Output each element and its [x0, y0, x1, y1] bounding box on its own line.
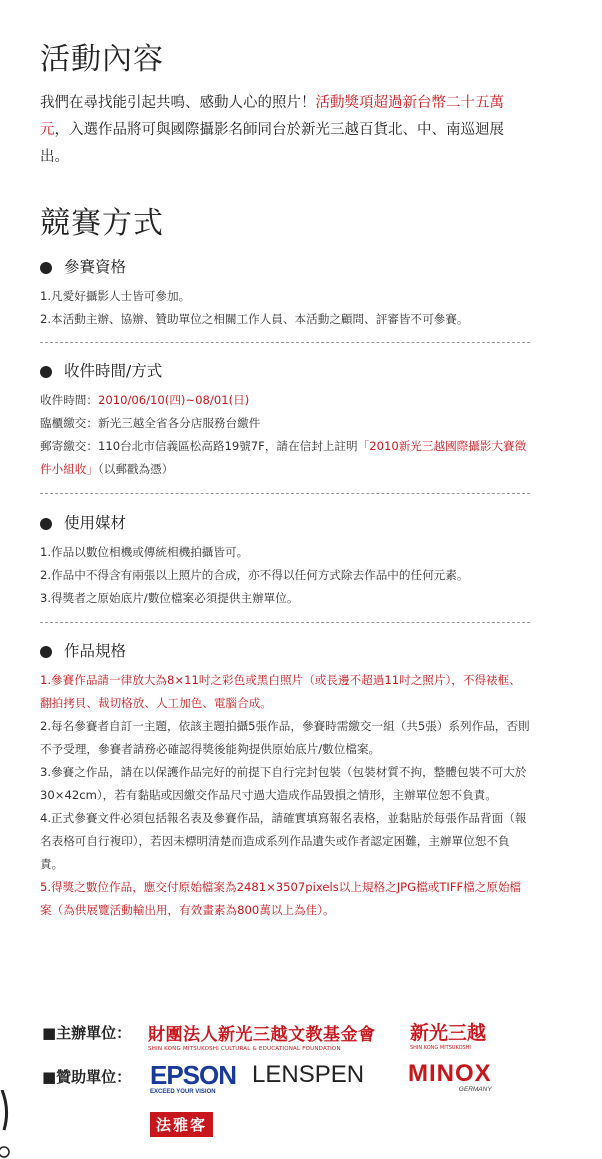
- submission-mail-address: 「2010新光三越國際攝影大賽徵件小組收」: [40, 439, 527, 476]
- bullet-icon: [40, 262, 52, 274]
- activity-heading: 活動內容: [40, 42, 164, 77]
- media-item: 1.作品以數位相機或傳統相機拍攝皆可。: [40, 545, 249, 559]
- media-section: [40, 512, 530, 610]
- bullet-icon: [40, 518, 52, 530]
- activity-intro: [40, 90, 532, 171]
- edge-decoration-icon: [0, 1090, 12, 1159]
- minox-sub: GERMANY: [458, 1086, 492, 1093]
- foundation-logo: [148, 1020, 398, 1052]
- media-item: 3.得獎者之原始底片/數位檔案必須提供主辦單位。: [40, 591, 299, 605]
- spec-item: 4.正式參賽文件必須包括報名表及參賽作品，請確實填寫報名表格，並黏貼於每張作品背面（報名表格可自行複印），若因未標明清楚而造成系列作品遺失或作者認定困難，主辦單位恕不負責。: [40, 811, 527, 871]
- submission-time: [40, 389, 530, 412]
- submission-mail-text: 郵寄繳交：110台北市信義區松高路19號7F，請在信封上註明: [40, 439, 358, 453]
- epson-logo: [150, 1060, 236, 1095]
- compete-heading: 競賽方式: [40, 206, 164, 241]
- minox-logo: [408, 1060, 492, 1093]
- spec-section: [40, 640, 530, 922]
- spec-title-text: 作品規格: [64, 642, 127, 660]
- submission-time-label: 收件時間：: [40, 393, 98, 407]
- eligibility-item: 1.凡愛好攝影人士皆可參加。: [40, 289, 191, 303]
- media-title: [40, 512, 530, 535]
- skm-logo: [410, 1018, 486, 1051]
- divider: [40, 342, 530, 343]
- divider: [40, 493, 530, 494]
- lenspen-logo: LENSPEN: [252, 1061, 365, 1088]
- submission-mail: [40, 435, 530, 481]
- spec-title: [40, 640, 530, 663]
- fayake-logo: 法雅客: [150, 1112, 213, 1137]
- spec-item: 2.每名參賽者自訂一主題，依該主題拍攝5張作品，參賽時需繳交一組（共5張）系列作品，否則不予受理，參賽者請務必確認得獎後能夠提供原始底片/數位檔案。: [40, 719, 530, 756]
- bullet-icon: [40, 366, 52, 378]
- skm-name: 新光三越: [410, 1022, 487, 1044]
- sponsor-label: ■贊助單位：: [42, 1068, 132, 1086]
- spec-item: 5.得獎之數位作品，應交付原始檔案為2481×3507pixels以上規格之JPG檔或TIFF檔之原始檔案（為供展覽活動輸出用，有效畫素為800萬以上為佳）。: [40, 880, 522, 917]
- minox-name: MINOX: [408, 1060, 492, 1087]
- epson-name: EPSON: [150, 1060, 237, 1090]
- foundation-name: 財團法人新光三越文教基金會: [148, 1025, 376, 1045]
- media-item: 2.作品中不得含有兩張以上照片的合成，亦不得以任何方式除去作品中的任何元素。: [40, 568, 469, 582]
- spec-item: 1.參賽作品請一律放大為8×11吋之彩色或黑白照片（或長邊不超過11吋之照片），不得裱框、翻拍拷貝、裁切格放、人工加色、電腦合成。: [40, 673, 521, 710]
- submission-counter: 臨櫃繳交：新光三越全省各分店服務台繳件: [40, 416, 261, 430]
- epson-tagline: EXCEED YOUR VISION: [150, 1089, 216, 1095]
- submission-mail-note: （以郵戳為憑）: [97, 462, 174, 476]
- eligibility-item: 2.本活動主辦、協辦、贊助單位之相關工作人員、本活動之顧問、評審皆不可參賽。: [40, 312, 469, 326]
- organizer-label: ■主辦單位：: [42, 1024, 132, 1042]
- submission-time-value: 2010/06/10(四)~08/01(日): [97, 393, 250, 407]
- intro-text-cont: ，入選作品將可與國際攝影名師同台於新光三越百貨北、中、南巡迴展出。: [40, 122, 504, 165]
- skm-en: SHIN KONG MITSUKOSHI: [410, 1045, 471, 1051]
- foundation-en: SHIN KONG MITSUKOSHI CULTURAL & EDUCATIONAL FOUNDATION: [148, 1046, 341, 1052]
- intro-text: 我們在尋找能引起共鳴、感動人心的照片！: [40, 95, 316, 111]
- eligibility-title: [40, 256, 530, 279]
- divider: [40, 622, 530, 623]
- submission-section: [40, 360, 530, 481]
- intro-prize-highlight: 活動獎項超過新台幣二十五萬元: [40, 95, 504, 138]
- eligibility-section: [40, 256, 530, 331]
- spec-item: 3.參賽之作品，請在以保護作品完好的前提下自行完封包裝（包裝材質不拘，整體包裝不可大於30×42cm），若有黏貼或因繳交作品尺寸過大造成作品毀損之情形，主辦單位恕不負責。: [40, 765, 527, 802]
- eligibility-title-text: 參賽資格: [64, 258, 127, 276]
- submission-title: [40, 360, 530, 383]
- media-title-text: 使用媒材: [64, 514, 127, 532]
- submission-title-text: 收件時間/方式: [64, 362, 163, 380]
- bullet-icon: [40, 646, 52, 658]
